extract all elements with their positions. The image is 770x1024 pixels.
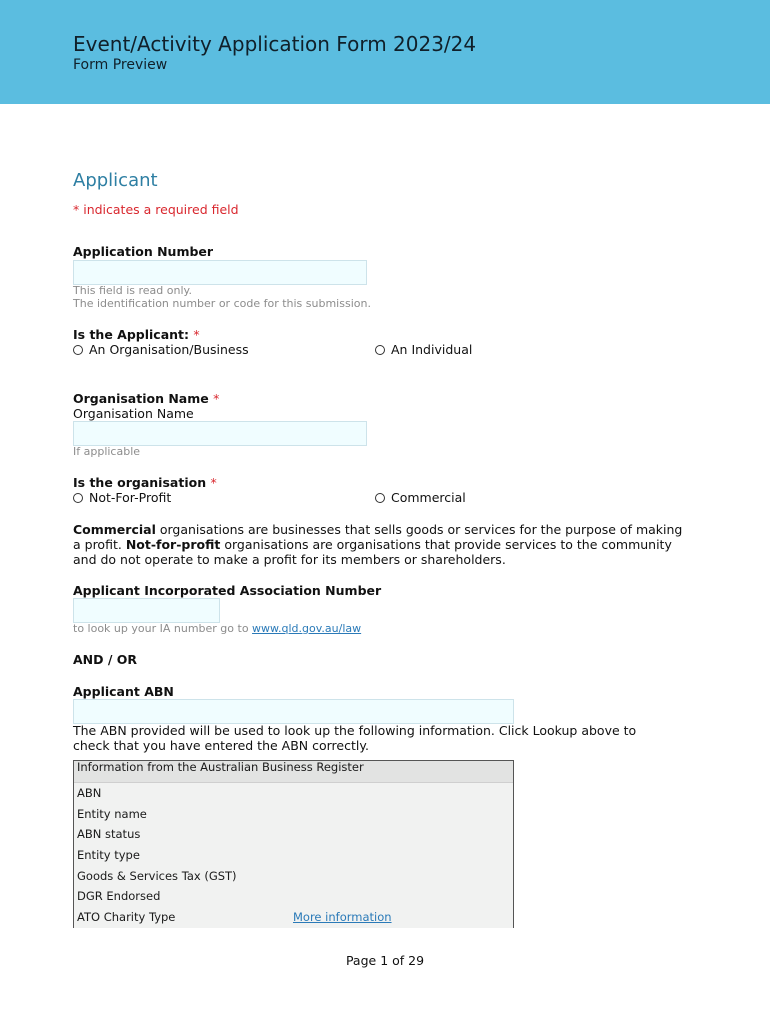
organisation-definition-paragraph	[73, 522, 693, 567]
and-or-separator: AND / OR	[73, 652, 138, 667]
abr-row-label: Entity name	[77, 806, 147, 821]
application-number-label: Application Number	[73, 244, 214, 259]
ia-number-label: Applicant Incorporated Association Number	[73, 583, 382, 598]
radio-organisation-business[interactable]	[73, 342, 249, 357]
form-header	[0, 0, 770, 104]
abr-table-header: Information from the Australian Business Register	[74, 761, 513, 783]
ia-number-field[interactable]	[73, 598, 220, 623]
organisation-name-label-text: Organisation Name	[73, 391, 209, 406]
organisation-name-sublabel: Organisation Name	[73, 406, 194, 421]
radio-individual[interactable]	[375, 342, 472, 357]
applicant-type-label	[73, 327, 200, 342]
organisation-type-label-text: Is the organisation	[73, 475, 207, 490]
required-star: *	[210, 475, 217, 490]
abr-row-label: Entity type	[77, 848, 140, 863]
radio-button-icon	[375, 493, 385, 503]
radio-commercial[interactable]	[375, 490, 466, 505]
radio-organisation-business-label: An Organisation/Business	[89, 342, 249, 357]
commercial-definition: organisations are businesses that sells goods or services for the purpose of making a profit.	[73, 522, 683, 552]
section-title: Applicant	[73, 170, 158, 191]
abn-note: The ABN provided will be used to look up the following information. Click Lookup above to check that you have entered the ABN correctly.	[73, 723, 637, 753]
organisation-type-label	[73, 475, 217, 490]
not-for-profit-term: Not-for-profit	[125, 537, 221, 552]
radio-button-icon	[73, 345, 83, 355]
abr-row-abn	[74, 783, 513, 804]
abn-label: Applicant ABN	[73, 684, 174, 699]
abr-row-ato-charity-type	[74, 907, 513, 928]
ia-number-help	[73, 622, 361, 635]
abr-row-entity-type	[74, 845, 513, 866]
radio-button-icon	[73, 493, 83, 503]
abr-row-label: ABN	[77, 786, 102, 800]
abn-field[interactable]	[73, 699, 514, 724]
abr-row-label: Goods & Services Tax (GST)	[77, 868, 237, 883]
application-number-help-readonly: This field is read only.	[73, 284, 192, 297]
applicant-type-label-text: Is the Applicant:	[73, 327, 190, 342]
radio-button-icon	[375, 345, 385, 355]
organisation-name-label	[73, 391, 219, 406]
abr-row-entity-name	[74, 804, 513, 825]
not-for-profit-definition: organisations are organisations that provide services to the community and do not operate to make a profit for its members or shareholders.	[73, 537, 672, 567]
radio-not-for-profit-label: Not-For-Profit	[89, 490, 172, 505]
abr-row-abn-status	[74, 824, 513, 845]
required-note: * indicates a required field	[73, 202, 239, 217]
page-number: Page 1 of 29	[345, 953, 425, 968]
abr-row-gst	[74, 866, 513, 887]
abr-info-table	[73, 760, 514, 928]
radio-not-for-profit[interactable]	[73, 490, 171, 505]
organisation-name-help: If applicable	[73, 445, 141, 458]
commercial-term: Commercial	[73, 522, 156, 537]
ia-lookup-link[interactable]: www.qld.gov.au/law	[252, 622, 362, 635]
application-number-help-description: The identification number or code for this submission.	[73, 297, 371, 310]
abr-row-label: ATO Charity Type	[77, 910, 176, 925]
form-title: Event/Activity Application Form 2023/24	[73, 32, 477, 56]
required-star: *	[213, 391, 220, 406]
organisation-name-field[interactable]	[73, 421, 367, 446]
application-number-field[interactable]	[73, 260, 367, 285]
required-star: *	[193, 327, 200, 342]
abr-row-dgr-endorsed	[74, 886, 513, 907]
more-information-link[interactable]: More information	[293, 910, 392, 925]
form-subtitle: Form Preview	[73, 57, 168, 73]
abr-row-label: ABN status	[77, 827, 141, 842]
ia-number-help-text: to look up your IA number go to	[73, 622, 253, 635]
abr-row-label: DGR Endorsed	[77, 889, 161, 904]
radio-individual-label: An Individual	[391, 342, 473, 357]
radio-commercial-label: Commercial	[391, 490, 466, 505]
